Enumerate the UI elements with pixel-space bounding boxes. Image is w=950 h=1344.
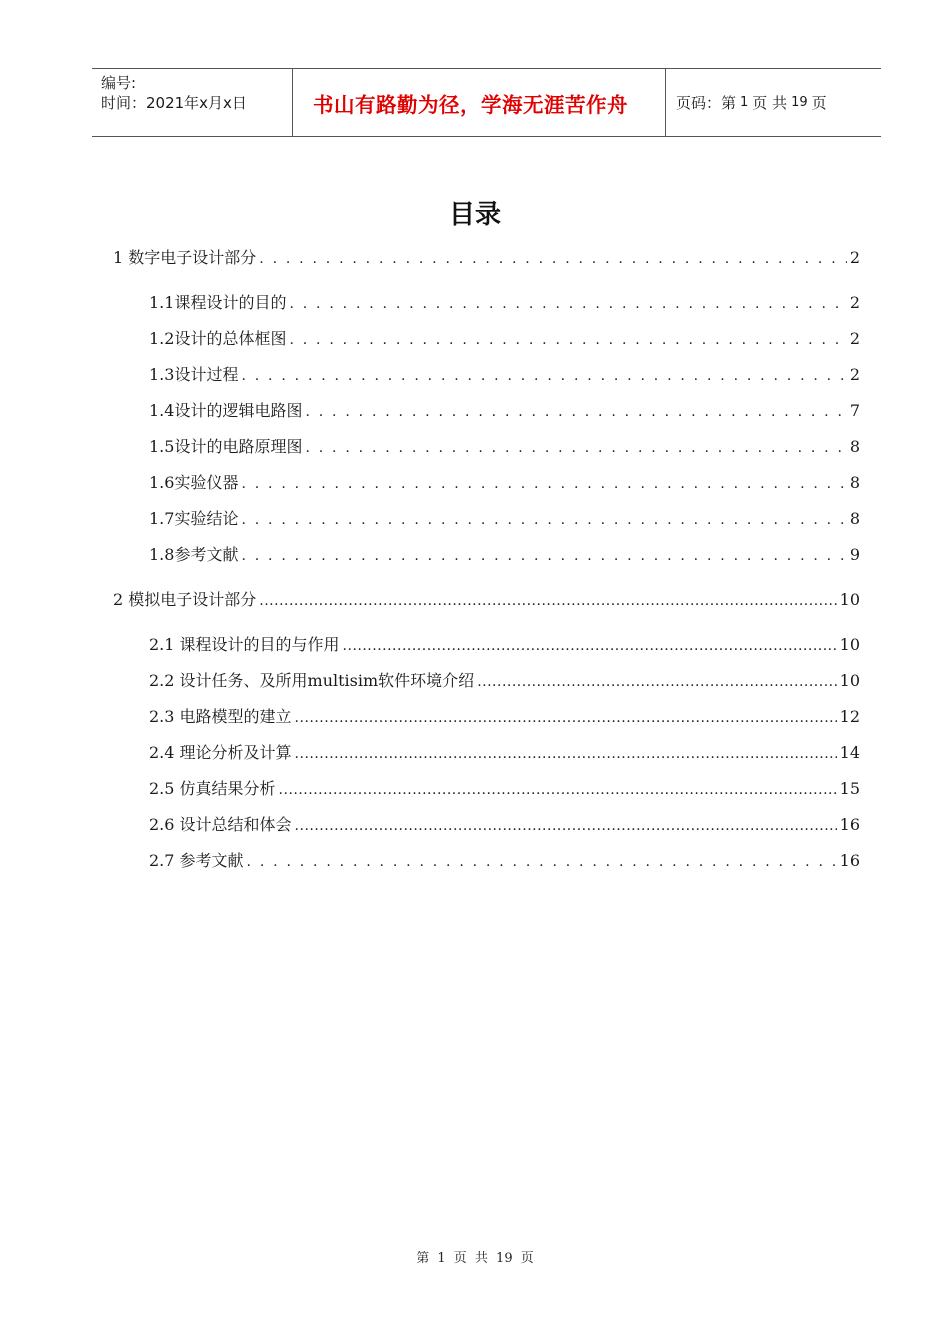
toc-leader — [279, 782, 837, 798]
toc-leader — [289, 296, 846, 312]
toc-entry[interactable] — [149, 776, 860, 800]
toc-entry-page: 10 — [839, 590, 860, 609]
code-label: 编号: — [101, 74, 137, 92]
toc-entry-page: 2 — [849, 293, 860, 312]
toc-entry[interactable] — [149, 632, 860, 656]
toc-entry[interactable] — [149, 398, 860, 422]
toc-entry[interactable] — [149, 542, 860, 566]
toc-entry-page: 8 — [849, 509, 860, 528]
toc-entry-label: 2.4 理论分析及计算 — [149, 743, 292, 762]
toc-entry-page: 10 — [839, 671, 860, 690]
toc-entry-page: 16 — [839, 815, 860, 834]
page-total: 19 — [791, 95, 808, 110]
toc-entry[interactable] — [113, 245, 860, 269]
toc-entry-label: 2.2 设计任务、及所用multisim软件环境介绍 — [149, 671, 475, 690]
page-title: 目录 — [448, 200, 501, 230]
toc-entry-label: 2.7 参考文献 — [149, 851, 244, 870]
toc-entry-page: 12 — [839, 707, 860, 726]
page-prefix: 页码：第 — [676, 94, 737, 112]
toc-entry-page: 2 — [849, 365, 860, 384]
toc-leader — [241, 512, 846, 528]
toc-leader — [247, 854, 837, 870]
toc-entry-page: 16 — [839, 851, 860, 870]
toc-entry-page: 2 — [849, 248, 860, 267]
page-mid: 页 共 — [752, 94, 788, 112]
toc-entry[interactable] — [149, 362, 860, 386]
toc-entry[interactable] — [149, 290, 860, 314]
toc-entry[interactable] — [149, 812, 860, 836]
toc-entry[interactable] — [149, 434, 860, 458]
toc-entry-page: 8 — [849, 473, 860, 492]
toc-entry-page: 2 — [849, 329, 860, 348]
motto-text: 书山有路勤为径，学海无涯苦作舟 — [313, 92, 628, 117]
toc-entry-label: 2 模拟电子设计部分 — [113, 590, 257, 609]
toc-entry-page: 8 — [849, 437, 860, 456]
toc-entry-page: 9 — [849, 545, 860, 564]
toc-entry[interactable] — [113, 587, 860, 611]
toc-leader — [289, 332, 846, 348]
toc-leader — [295, 710, 837, 726]
toc-entry-label: 1.5设计的电路原理图 — [149, 437, 303, 456]
toc-leader — [259, 251, 847, 267]
toc-entry-label: 1.7实验结论 — [149, 509, 239, 528]
toc-entry-label: 2.5 仿真结果分析 — [149, 779, 276, 798]
toc-entry-page: 7 — [849, 401, 860, 420]
toc-entry[interactable] — [149, 668, 860, 692]
toc-leader — [305, 440, 846, 456]
toc-entry[interactable] — [149, 848, 860, 872]
toc-leader — [343, 638, 837, 654]
toc-entry[interactable] — [149, 506, 860, 530]
toc-entry-label: 2.3 电路模型的建立 — [149, 707, 292, 726]
toc-entry-label: 1.4设计的逻辑电路图 — [149, 401, 303, 420]
toc-leader — [241, 548, 846, 564]
page-footer: 第 1 页 共 19 页 — [416, 1251, 534, 1266]
toc-leader — [259, 593, 836, 609]
toc-entry-page: 15 — [839, 779, 860, 798]
toc-entry-label: 1.2设计的总体框图 — [149, 329, 287, 348]
toc-entry-label: 2.6 设计总结和体会 — [149, 815, 292, 834]
page-current: 1 — [740, 95, 749, 110]
toc-leader — [295, 746, 837, 762]
toc-entry-label: 1.1课程设计的目的 — [149, 293, 287, 312]
toc-leader — [241, 476, 846, 492]
toc-entry-page: 14 — [839, 743, 860, 762]
toc-entry-label: 1.6实验仪器 — [149, 473, 239, 492]
toc-entry-label: 1.3设计过程 — [149, 365, 239, 384]
toc-leader — [305, 404, 846, 420]
toc-entry[interactable] — [149, 470, 860, 494]
toc-entry[interactable] — [149, 326, 860, 350]
toc-entry[interactable] — [149, 740, 860, 764]
toc-entry-label: 1 数字电子设计部分 — [113, 248, 257, 267]
toc-entry-label: 2.1 课程设计的目的与作用 — [149, 635, 340, 654]
toc-leader — [241, 368, 846, 384]
time-label: 时间：2021年x月x日 — [101, 94, 247, 112]
toc-leader — [477, 674, 836, 690]
toc-leader — [295, 818, 837, 834]
toc-entry[interactable] — [149, 704, 860, 728]
toc-entry-page: 10 — [839, 635, 860, 654]
toc-entry-label: 1.8参考文献 — [149, 545, 239, 564]
page-suffix: 页 — [811, 94, 827, 112]
